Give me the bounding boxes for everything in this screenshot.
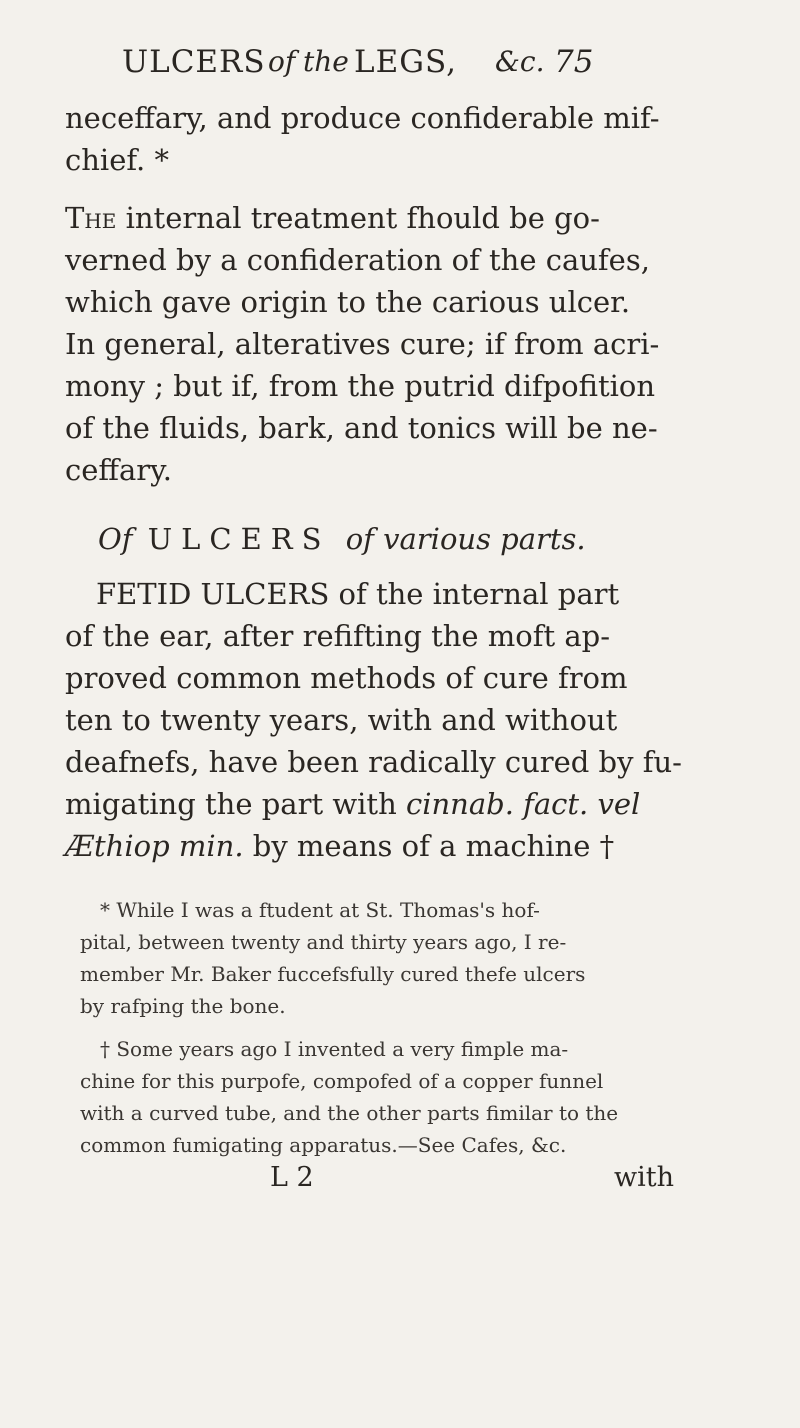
header-title-ulcers: ULCERS <box>122 44 266 80</box>
footnote-line: common fumigating apparatus.—See Cafes, &c. <box>80 1133 567 1157</box>
page-number: 75 <box>554 44 594 80</box>
footnote-line: with a curved tube, and the other parts fimilar to the <box>80 1101 619 1125</box>
text-line: deafnefs, have been radically cured by fu- <box>65 745 682 779</box>
footnote-line: * While I was a ftudent at St. Thomas's hof- <box>100 898 540 922</box>
section-heading-ulcers: ULCERS <box>147 522 331 556</box>
header-title-legs: LEGS, <box>354 44 457 80</box>
text-line: ceffary. <box>65 453 172 487</box>
section-heading-of: Of <box>98 522 133 556</box>
text-line <box>65 784 735 824</box>
paragraph-lead: The <box>65 201 117 235</box>
text-span: internal treatment fhould be go- <box>125 201 600 235</box>
text-line <box>65 826 735 866</box>
header-title-of: of <box>268 45 296 78</box>
text-line: proved common methods of cure from <box>65 661 628 695</box>
text-span-latin: Æthiop min. <box>65 829 244 863</box>
text-span: migating the part with <box>65 787 406 821</box>
text-line: ten to twenty years, with and without <box>65 703 618 737</box>
text-span: by means of a machine † <box>243 829 615 863</box>
text-line: mony ; but if, from the putrid difpofition <box>65 369 656 403</box>
text-line: FETID ULCERS of the internal part <box>96 577 620 611</box>
section-heading <box>98 522 586 556</box>
text-line: chief. * <box>65 143 169 177</box>
footnote-line: pital, between twenty and thirty years ago, I re- <box>80 930 567 954</box>
text-line: of the fluids, bark, and tonics will be ne- <box>65 411 658 445</box>
header-title-the: the <box>303 45 349 78</box>
footnote-line: member Mr. Baker fuccefsfully cured thefe ulcers <box>80 962 586 986</box>
text-line: neceffary, and produce confiderable mif- <box>65 101 660 135</box>
text-line <box>65 198 735 238</box>
text-span-latin: cinnab. fact. vel <box>405 787 641 821</box>
header-title-etc: &c. <box>495 45 545 78</box>
footnote-line: † Some years ago I invented a very fimple ma- <box>100 1037 569 1061</box>
text-line: which gave origin to the carious ulcer. <box>65 285 631 319</box>
footnote-line: chine for this purpofe, compofed of a copper funnel <box>80 1069 604 1093</box>
text-line: In general, alteratives cure; if from acri- <box>65 327 660 361</box>
catchword: with <box>614 1162 674 1193</box>
text-line: of the ear, after refifting the moft ap- <box>65 619 611 653</box>
running-header <box>122 42 762 98</box>
signature-mark: L 2 <box>270 1162 314 1193</box>
section-heading-rest: of various parts. <box>345 522 586 556</box>
footnote-line: by rafping the bone. <box>80 994 286 1018</box>
text-line: verned by a confideration of the caufes, <box>65 243 650 277</box>
